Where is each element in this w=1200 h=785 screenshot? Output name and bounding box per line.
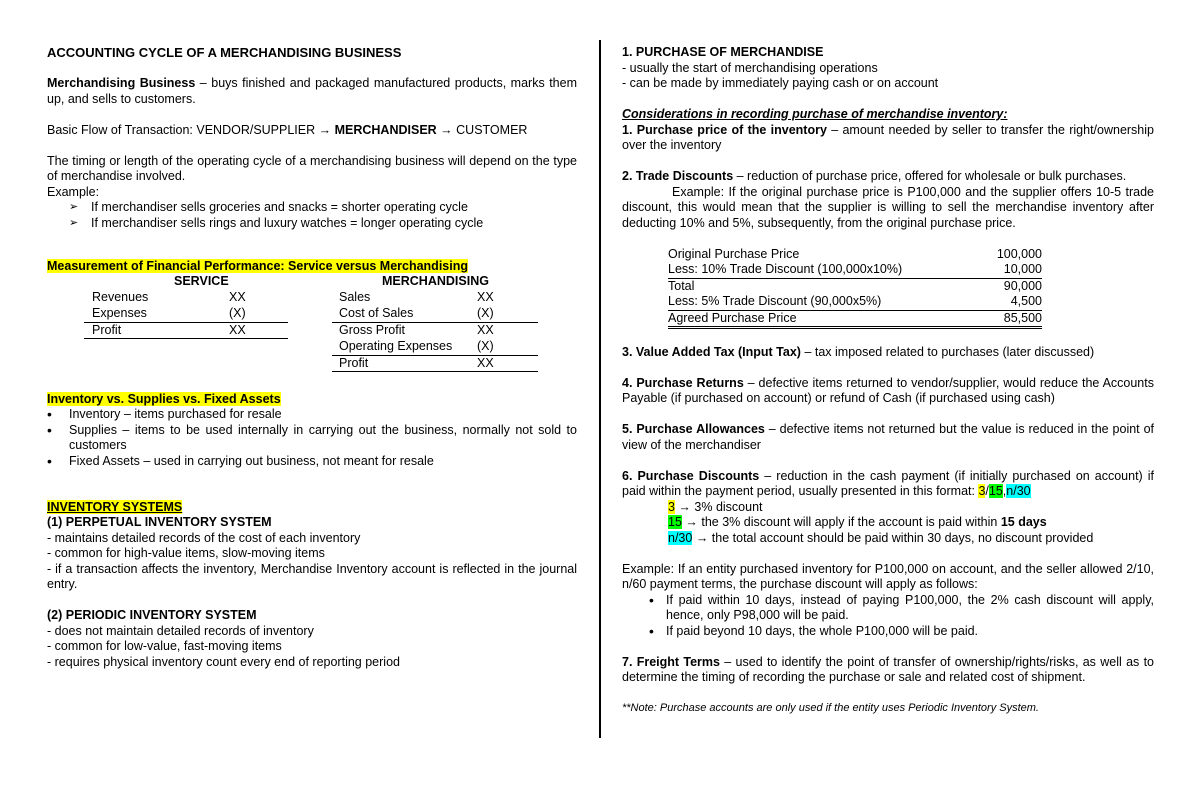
discount-explain-1	[622, 500, 1154, 516]
c7-term: 7. Freight Terms	[622, 654, 720, 669]
column-divider	[599, 40, 601, 738]
calc-label: Agreed Purchase Price	[668, 310, 797, 325]
row-label: Operating Expenses	[339, 339, 453, 353]
calc-label: Less: 10% Trade Discount (100,000x10%)	[668, 262, 903, 276]
list-item: • Inventory – items purchased for resale	[47, 407, 577, 423]
merchandising-header: MERCHANDISING	[382, 274, 489, 288]
discount-explain-2	[622, 515, 1154, 531]
consideration-1	[622, 123, 1154, 154]
calc-row	[668, 311, 1042, 330]
consideration-7	[622, 655, 1154, 686]
discount-explain-3	[622, 531, 1154, 547]
row-label: Cost of Sales	[339, 306, 414, 320]
periodic-line: - requires physical inventory count every end of reporting period	[47, 654, 400, 669]
d2-text: → the 3% discount will apply if the account is paid within	[681, 515, 1001, 529]
inventory-vs-heading	[47, 392, 577, 408]
purchase-title: 1. PURCHASE OF MERCHANDISE	[622, 45, 824, 59]
format-15: 15	[988, 484, 1003, 498]
measurement-heading	[47, 259, 577, 275]
flow-merchandiser: MERCHANDISER	[334, 122, 437, 137]
calc-row	[668, 279, 1042, 295]
table-row	[84, 306, 288, 323]
list-item: • If paid beyond 10 days, the whole P100,000 will be paid.	[622, 624, 1154, 640]
calc-value: 4,500	[1010, 294, 1042, 308]
calc-row	[668, 247, 1042, 263]
table-row	[332, 323, 538, 340]
d2-key: 15	[668, 515, 682, 529]
c5-term: 5. Purchase Allowances	[622, 422, 765, 436]
table-row	[332, 306, 538, 323]
right-column	[622, 45, 1154, 717]
calc-row	[668, 262, 1042, 279]
example-item: ➢ If merchandiser sells groceries and snacks = shorter operating cycle	[47, 200, 577, 216]
d1-key: 3	[668, 499, 675, 514]
row-value: (X)	[229, 306, 246, 320]
purchase-discount-example: Example: If an entity purchased inventory for P100,000 on account, and the seller allowed 2/10, n/60 payment terms, the purchase discount will apply as follows:	[622, 561, 1154, 591]
service-table	[84, 290, 288, 340]
def-text: – buys finished and packaged manufactured products, marks them up, and sells to customers.	[47, 76, 577, 106]
format-3: 3	[978, 484, 986, 498]
format-n30: n/30	[1006, 484, 1031, 498]
row-label: Profit	[339, 355, 369, 370]
list-item: • Supplies – items to be used internally in carrying out the business, normally not sold to customers	[47, 423, 577, 454]
purchase-line: - usually the start of merchandising operations	[622, 60, 878, 75]
trade-discount-computation	[668, 247, 1042, 330]
c2-term: 2. Trade Discounts	[622, 169, 734, 183]
performance-tables	[47, 290, 577, 383]
periodic-line: - does not maintain detailed records of inventory	[47, 623, 314, 638]
row-value: (X)	[477, 306, 494, 320]
calc-value: 10,000	[1003, 262, 1042, 276]
row-label: Revenues	[92, 289, 149, 304]
c6-term: 6. Purchase Discounts	[622, 468, 760, 483]
row-label: Profit	[92, 322, 122, 337]
consideration-6	[622, 469, 1154, 500]
list-item: • Fixed Assets – used in carrying out business, not meant for resale	[47, 454, 577, 470]
calc-label: Less: 5% Trade Discount (90,000x5%)	[668, 294, 882, 308]
calc-row	[668, 294, 1042, 311]
format-slash: /	[985, 484, 989, 498]
d3-text: → the total account should be paid within 30 days, no discount provided	[692, 530, 1094, 545]
periodic-line: - common for low-value, fast-moving items	[47, 639, 282, 653]
page-title: ACCOUNTING CYCLE OF A MERCHANDISING BUSINESS	[47, 45, 402, 60]
c4-term: 4. Purchase Returns	[622, 375, 744, 390]
table-headers	[47, 274, 577, 290]
left-column	[47, 45, 577, 670]
def-term: Merchandising Business	[47, 76, 196, 90]
example-list	[47, 200, 577, 231]
table-row	[332, 339, 538, 356]
c2-text: – reduction of purchase price, offered for wholesale or bulk purchases.	[733, 169, 1127, 183]
c1-term: 1. Purchase price of the inventory	[622, 122, 827, 137]
calc-value: 90,000	[1003, 278, 1042, 293]
flow-prefix: Basic Flow of Transaction: VENDOR/SUPPLIER →	[47, 122, 335, 137]
consideration-3	[622, 345, 1154, 361]
table-row	[84, 323, 288, 340]
row-value: XX	[477, 289, 494, 304]
d2-bold: 15 days	[1000, 515, 1047, 529]
d3-key: n/30	[668, 530, 693, 545]
example-label: Example:	[47, 184, 100, 199]
inventory-list	[47, 407, 577, 469]
inventory-vs-heading-text: Inventory vs. Supplies vs. Fixed Assets	[47, 391, 281, 406]
inventory-systems-heading	[47, 500, 577, 516]
calc-value: 85,500	[1003, 310, 1042, 325]
perpetual-line: - if a transaction affects the inventory, Merchandise Inventory account is reflected in the journal entry.	[47, 561, 577, 591]
c3-text: – tax imposed related to purchases (later discussed)	[800, 344, 1095, 359]
c5-text: – defective items not returned but the value is reduced in the point of view of the merchandiser	[622, 422, 1154, 452]
consideration-5	[622, 422, 1154, 453]
trade-discount-example: Example: If the original purchase price is P100,000 and the supplier offers 10-5 trade discount, this would mean that the supplier is willing to sell the merchandise inventory after deducting 10% and 5%, subsequently, from the original purchase price.	[622, 184, 1154, 230]
list-item: • If paid within 10 days, instead of paying P100,000, the 2% cash discount will apply, hence, only P98,000 will be paid.	[622, 593, 1154, 624]
merchandising-table	[332, 290, 538, 373]
row-label: Gross Profit	[339, 322, 405, 337]
calc-label: Total	[668, 278, 695, 293]
row-value: (X)	[477, 339, 494, 353]
merch-business-definition	[47, 76, 577, 107]
calc-label: Original Purchase Price	[668, 246, 800, 261]
row-value: XX	[229, 322, 246, 337]
periodic-title: (2) PERIODIC INVENTORY SYSTEM	[47, 608, 257, 622]
table-row	[84, 290, 288, 307]
table-row	[332, 356, 538, 373]
purchase-discount-list	[622, 593, 1154, 640]
row-label: Expenses	[92, 306, 147, 320]
basic-flow	[47, 123, 577, 139]
c3-term: 3. Value Added Tax (Input Tax)	[622, 344, 801, 359]
footnote: **Note: Purchase accounts are only used if the entity uses Periodic Inventory System.	[622, 702, 1039, 714]
perpetual-line: - common for high-value items, slow-moving items	[47, 546, 325, 560]
consideration-4	[622, 376, 1154, 407]
consideration-2	[622, 169, 1154, 185]
d1-text: → 3% discount	[674, 499, 763, 514]
row-value: XX	[477, 355, 494, 370]
inventory-systems-heading-text: INVENTORY SYSTEMS	[47, 499, 183, 514]
service-header: SERVICE	[174, 274, 229, 288]
timing-text: The timing or length of the operating cycle of a merchandising business will depend on the type of merchandise involved.	[47, 153, 577, 183]
purchase-line: - can be made by immediately paying cash or on account	[622, 76, 939, 90]
perpetual-line: - maintains detailed records of the cost of each inventory	[47, 530, 361, 545]
measurement-heading-text: Measurement of Financial Performance: Service versus Merchandising	[47, 258, 468, 273]
considerations-heading: Considerations in recording purchase of merchandise inventory:	[622, 107, 1008, 121]
row-label: Sales	[339, 289, 371, 304]
row-value: XX	[477, 322, 494, 337]
perpetual-title: (1) PERPETUAL INVENTORY SYSTEM	[47, 515, 272, 529]
c6-text: – reduction in the cash payment (if initially purchased on account) if paid within the payment period, usually presented in this format:	[622, 468, 1155, 498]
c1-text: – amount needed by seller to transfer the right/ownership over the inventory	[622, 122, 1154, 152]
flow-suffix: → CUSTOMER	[436, 122, 528, 137]
calc-value: 100,000	[996, 246, 1042, 261]
table-row	[332, 290, 538, 307]
row-value: XX	[229, 289, 246, 304]
c7-text: – used to identify the point of transfer of ownership/rights/risks, as well as to determine the timing of recording the purchase or sale and related cost of shipment.	[622, 654, 1154, 684]
example-item: ➢ If merchandiser sells rings and luxury watches = longer operating cycle	[47, 216, 577, 232]
format-comma: ,	[1002, 484, 1007, 498]
c4-text: – defective items returned to vendor/supplier, would reduce the Accounts Payable (if purchased on account) or refund of Cash (if purchased using cash)	[622, 375, 1154, 405]
